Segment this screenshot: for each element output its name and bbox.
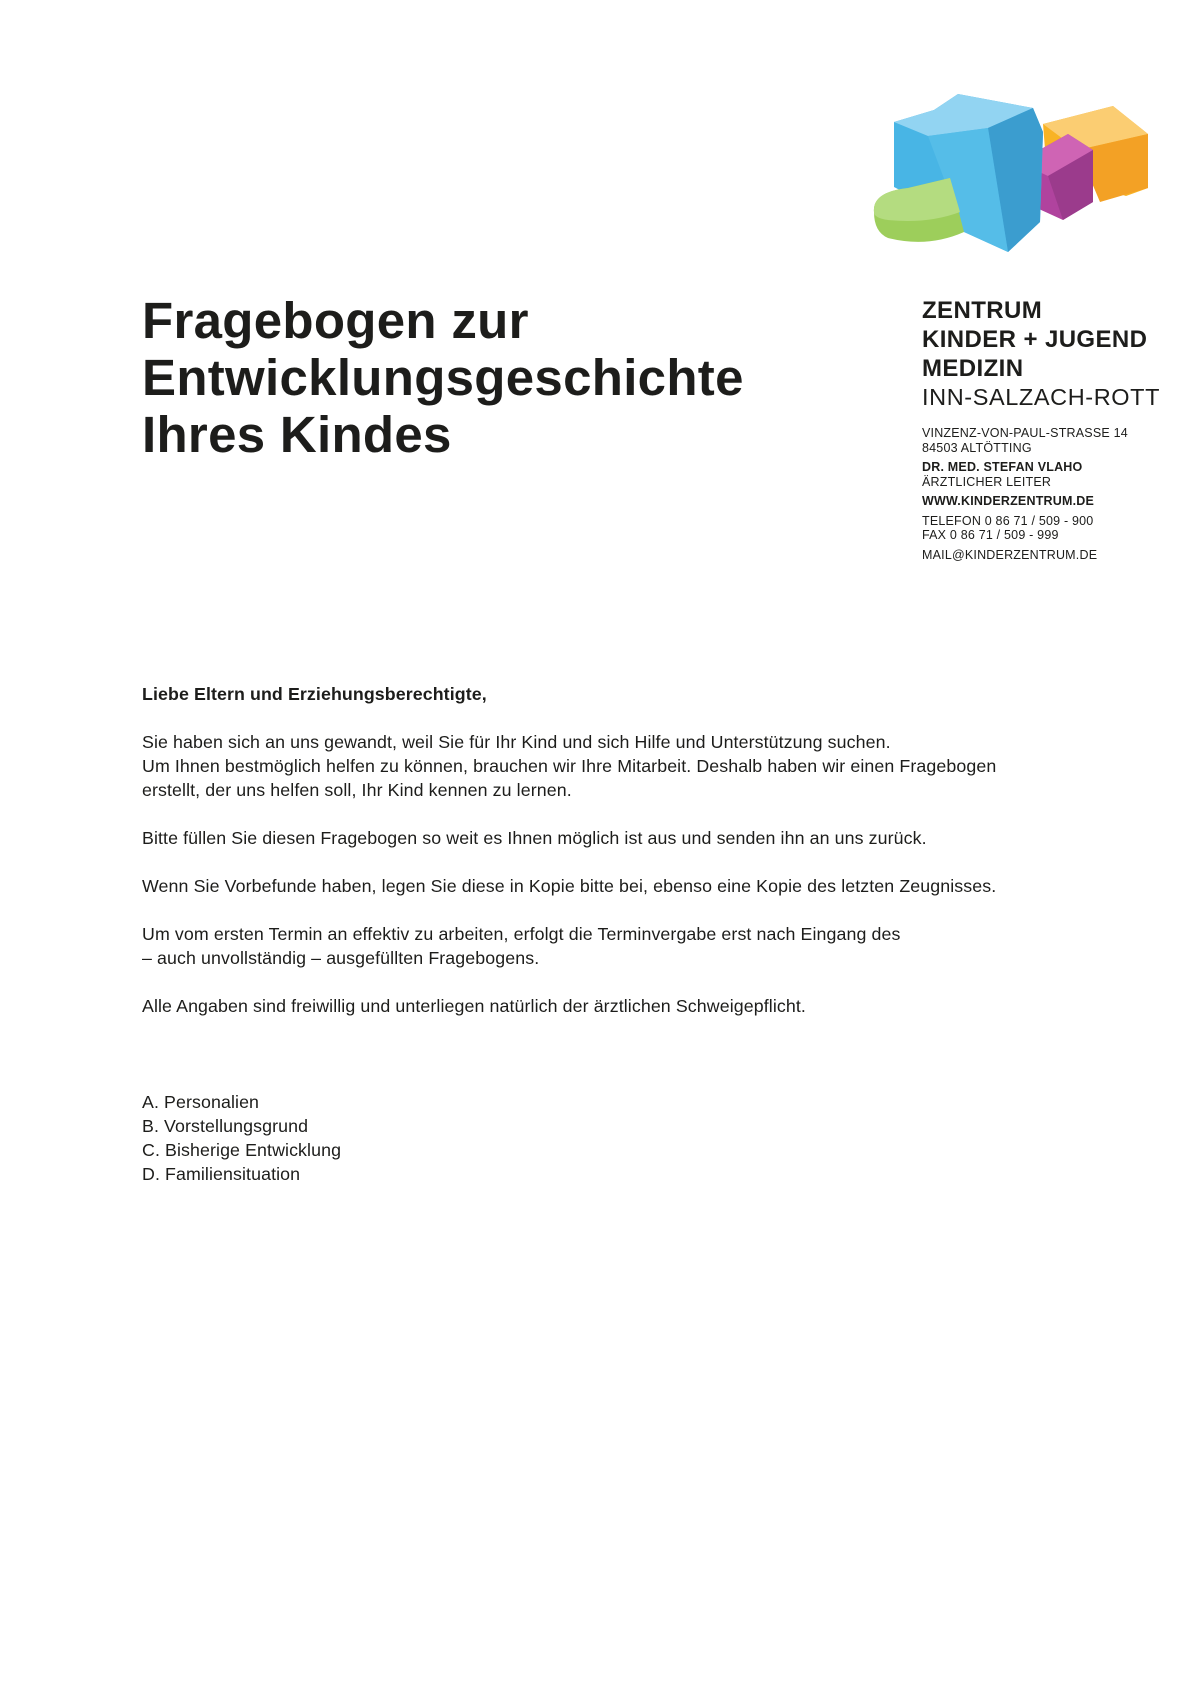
contact-city: 84503 ALTÖTTING bbox=[922, 440, 1032, 455]
page-title bbox=[142, 292, 744, 463]
paragraph-line: Um Ihnen bestmöglich helfen zu können, brauchen wir Ihre Mitarbeit. Deshalb haben wir einen Fragebogen bbox=[142, 756, 997, 776]
contact-info bbox=[922, 426, 1172, 562]
org-region: INN-SALZACH-ROTT bbox=[922, 384, 1161, 410]
paragraph-line: Alle Angaben sind freiwillig und unterliegen natürlich der ärztlichen Schweigepflicht. bbox=[142, 996, 806, 1016]
contact-role: ÄRZTLICHER LEITER bbox=[922, 474, 1052, 489]
letter-body bbox=[142, 682, 1082, 1186]
section-item: A. Personalien bbox=[142, 1092, 260, 1112]
org-name-line: ZENTRUM bbox=[922, 297, 1043, 324]
section-item: D. Familiensituation bbox=[142, 1164, 301, 1184]
paragraph-line: Um vom ersten Termin an effektiv zu arbeiten, erfolgt die Terminvergabe erst nach Eingang des bbox=[142, 924, 901, 944]
salutation: Liebe Eltern und Erziehungsberechtigte, bbox=[142, 684, 487, 704]
contact-website-link[interactable]: WWW.KINDERZENTRUM.DE bbox=[922, 494, 1095, 508]
paragraph-line: Bitte füllen Sie diesen Fragebogen so weit es Ihnen möglich ist aus und senden ihn an uns zurück. bbox=[142, 828, 927, 848]
section-list bbox=[142, 1090, 1082, 1186]
colored-cubes-logo-icon bbox=[868, 92, 1164, 262]
org-name-line: KINDER + JUGEND bbox=[922, 326, 1148, 353]
title-line: Ihres Kindes bbox=[142, 406, 452, 463]
organization-block bbox=[922, 296, 1172, 562]
paragraph-line: – auch unvollständig – ausgefüllten Fragebogens. bbox=[142, 948, 540, 968]
paragraph-line: Sie haben sich an uns gewandt, weil Sie für Ihr Kind und sich Hilfe und Unterstützung suchen. bbox=[142, 732, 891, 752]
section-item: C. Bisherige Entwicklung bbox=[142, 1140, 342, 1160]
paragraph bbox=[142, 730, 1082, 802]
paragraph bbox=[142, 826, 1082, 850]
paragraph bbox=[142, 922, 1082, 970]
contact-phone: TELEFON 0 86 71 / 509 - 900 bbox=[922, 513, 1094, 528]
title-line: Entwicklungsgeschichte bbox=[142, 349, 744, 406]
section-item: B. Vorstellungsgrund bbox=[142, 1116, 309, 1136]
org-name-line: MEDIZIN bbox=[922, 355, 1024, 382]
contact-email-link[interactable]: MAIL@KINDERZENTRUM.DE bbox=[922, 547, 1098, 562]
contact-street: VINZENZ-VON-PAUL-STRASSE 14 bbox=[922, 426, 1128, 440]
paragraph-line: Wenn Sie Vorbefunde haben, legen Sie diese in Kopie bitte bei, ebenso eine Kopie des letzten Zeugnisses. bbox=[142, 876, 997, 896]
paragraph-line: erstellt, der uns helfen soll, Ihr Kind kennen zu lernen. bbox=[142, 780, 572, 800]
paragraph bbox=[142, 994, 1082, 1018]
title-line: Fragebogen zur bbox=[142, 292, 529, 349]
contact-doctor: DR. MED. STEFAN VLAHO bbox=[922, 460, 1083, 474]
paragraph bbox=[142, 874, 1082, 898]
contact-fax: FAX 0 86 71 / 509 - 999 bbox=[922, 528, 1059, 542]
